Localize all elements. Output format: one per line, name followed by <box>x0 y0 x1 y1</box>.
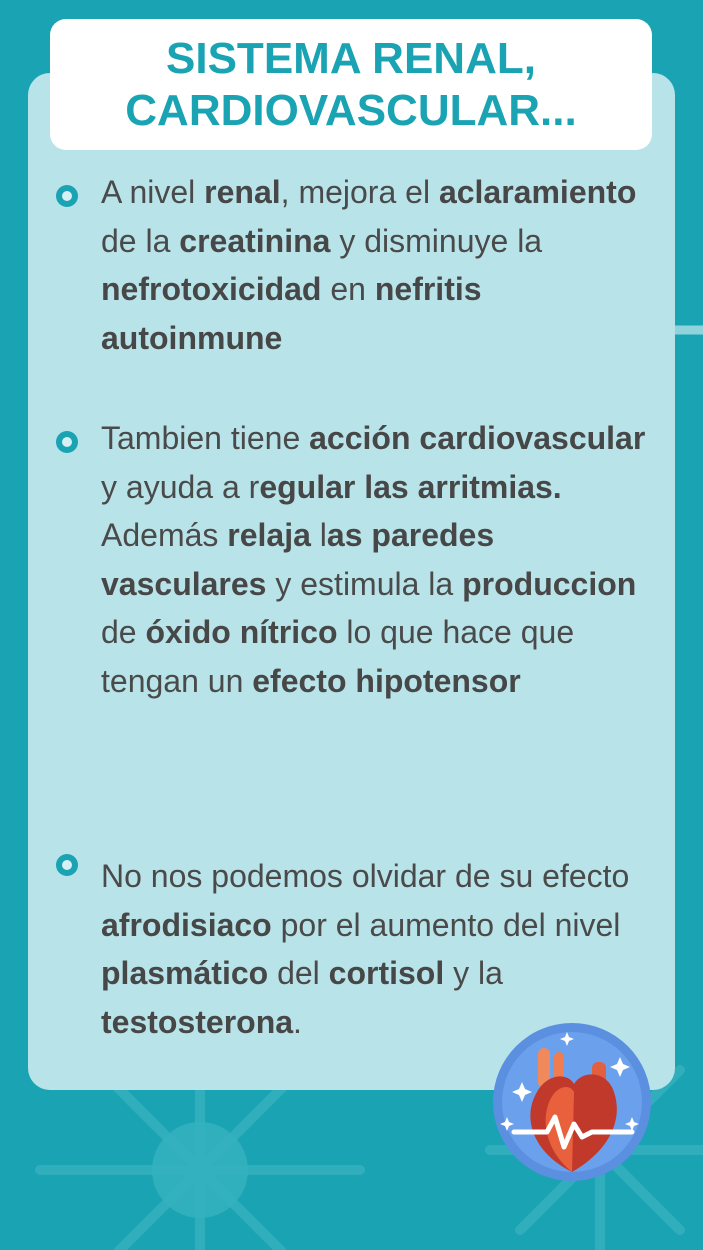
bold-text: relaja <box>227 517 311 553</box>
text-segment: , mejora el <box>280 174 439 210</box>
bold-text: testosterona <box>101 1003 294 1040</box>
text-segment: lo que hace que tengan un <box>101 614 575 699</box>
text-segment: y ayuda a r <box>101 468 260 505</box>
bold-text: aclaramiento <box>438 174 637 210</box>
text-segment: Además <box>101 517 228 553</box>
text-segment: y la <box>444 955 503 991</box>
bullet-text-afrodisiaco <box>101 852 656 1046</box>
text-segment: . <box>293 1003 302 1040</box>
text-segment: y estimula la <box>266 565 463 602</box>
bold-text: plasmático <box>101 955 269 991</box>
bullet-item-cardiovascular <box>56 414 656 705</box>
bold-text: óxido nítrico <box>145 614 338 650</box>
text-segment: del <box>268 955 329 991</box>
bold-text: acción cardiovascular <box>309 420 646 456</box>
text-segment: No nos podemos olvidar de su efecto <box>101 858 630 894</box>
bold-text: afrodisiaco <box>101 906 272 943</box>
text-segment: de <box>101 614 146 650</box>
bullet-item-afrodisiaco <box>56 852 656 1046</box>
title-box <box>50 19 652 150</box>
circle-bullet-icon <box>56 431 78 453</box>
bold-text: cortisol <box>328 955 445 991</box>
text-segment: A nivel <box>101 174 205 210</box>
text-segment: y disminuye la <box>330 222 543 259</box>
bold-text: nefrotoxicidad <box>101 271 322 307</box>
bold-text: produccion <box>462 565 637 602</box>
text-segment: por el aumento del nivel <box>271 906 621 943</box>
text-segment: l <box>310 517 327 553</box>
bold-text: as paredes vasculares <box>101 517 495 602</box>
bullet-text-renal <box>101 168 656 362</box>
page-title: SISTEMA RENAL, CARDIOVASCULAR... <box>125 33 577 135</box>
circle-bullet-icon <box>56 185 78 207</box>
text-segment: en <box>321 271 375 307</box>
bold-text: renal <box>204 174 281 210</box>
bold-text: creatinina <box>179 222 331 259</box>
circle-bullet-icon <box>56 854 78 876</box>
bullet-item-renal <box>56 168 656 362</box>
bold-text: nefritis autoinmune <box>101 271 482 356</box>
bold-text: efecto hipotensor <box>252 662 521 699</box>
heart-pulse-icon <box>492 1022 652 1182</box>
text-segment: Tambien tiene <box>101 420 310 456</box>
bold-text: egular las arritmias. <box>259 468 562 505</box>
text-segment: de la <box>101 222 180 259</box>
bullet-text-cardiovascular <box>101 414 656 705</box>
